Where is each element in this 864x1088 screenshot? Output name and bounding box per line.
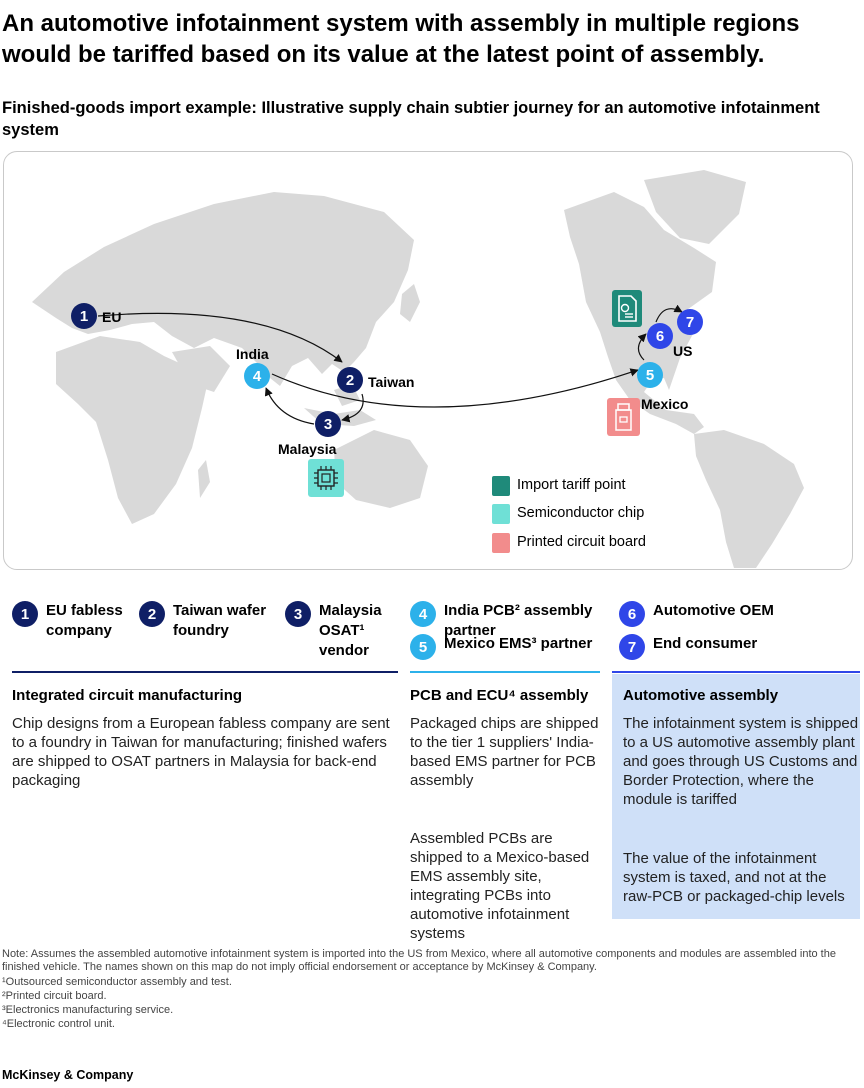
world-map bbox=[4, 152, 852, 569]
node-7-badge: 7 bbox=[677, 309, 703, 335]
footnote-3: ³Electronics manufacturing service. bbox=[2, 1004, 174, 1016]
arrow-india-to-mexico bbox=[272, 370, 638, 407]
actor-6-name: Automotive OEM bbox=[653, 602, 774, 619]
footnote-main: Note: Assumes the assembled automotive infotainment system is imported into the US from Mexico, where all automotive components and modules are assembled into the finished vehicle. The names shown on this map do not imply official endorsement or acceptance by McKinsey & Company. bbox=[2, 948, 836, 973]
stage-1-rule bbox=[12, 671, 398, 673]
actor-2-badge: 2 bbox=[139, 601, 165, 627]
import-tariff-icon bbox=[612, 290, 642, 327]
node-2-badge: 2 bbox=[337, 367, 363, 393]
actor-1-badge: 1 bbox=[12, 601, 38, 627]
node-eu-label: EU bbox=[102, 309, 122, 325]
footnote-4: ⁴Electronic control unit. bbox=[2, 1018, 115, 1030]
stage-2-title: PCB and ECU⁴ assembly bbox=[410, 687, 589, 704]
world-map-panel bbox=[3, 151, 853, 570]
actor-5 bbox=[410, 634, 605, 660]
stage-3-title: Automotive assembly bbox=[623, 687, 779, 704]
legend-printed-circuit-board-icon bbox=[492, 533, 510, 553]
actor-3-name: Malaysia OSAT¹ vendor bbox=[319, 602, 382, 659]
actor-6 bbox=[619, 601, 849, 627]
page-title: An automotive infotainment system with assembly in multiple regions would be tariffed based on its value at the latest point of assembly. bbox=[2, 10, 800, 68]
stage-3-description-2: The value of the infotainment system is taxed, and not at the raw-PCB or packaged-chip levels bbox=[623, 850, 845, 905]
brand-name: McKinsey & Company bbox=[2, 1068, 134, 1082]
legend-semiconductor-chip-label: Semiconductor chip bbox=[517, 505, 645, 521]
node-mexico-label: Mexico bbox=[641, 396, 689, 412]
actor-3-badge: 3 bbox=[285, 601, 311, 627]
south-america-shape bbox=[694, 430, 804, 568]
printed-circuit-board-icon bbox=[607, 398, 640, 436]
actor-3 bbox=[285, 601, 395, 661]
actor-5-name: Mexico EMS³ partner bbox=[444, 635, 593, 652]
stage-2-description-2: Assembled PCBs are shipped to a Mexico-based EMS assembly site, integrating PCBs into automotive infotainment systems bbox=[410, 830, 590, 942]
actor-1-name: EU fabless company bbox=[46, 602, 123, 639]
node-3-badge: 3 bbox=[315, 411, 341, 437]
land-masses bbox=[32, 170, 804, 568]
australia-shape bbox=[334, 430, 428, 508]
node-india-label: India bbox=[236, 346, 269, 362]
semiconductor-chip-icon bbox=[308, 459, 344, 497]
actor-6-badge: 6 bbox=[619, 601, 645, 627]
actor-4-badge: 4 bbox=[410, 601, 436, 627]
japan-shape bbox=[400, 284, 420, 322]
node-4-badge: 4 bbox=[244, 363, 270, 389]
madagascar-shape bbox=[198, 460, 210, 498]
node-5-badge: 5 bbox=[637, 362, 663, 388]
stage-1-description: Chip designs from a European fabless company are sent to a foundry in Taiwan for manufacturing; finished wafers are shipped to OSAT partners in Malaysia for back-end packaging bbox=[12, 715, 390, 789]
actor-5-badge: 5 bbox=[410, 634, 436, 660]
legend-import-tariff-label: Import tariff point bbox=[517, 477, 626, 493]
footnote-1: ¹Outsourced semiconductor assembly and test. bbox=[2, 976, 232, 988]
actor-2-name: Taiwan wafer foundry bbox=[173, 602, 267, 639]
legend-semiconductor-chip-icon bbox=[492, 504, 510, 524]
stage-2-rule bbox=[410, 671, 600, 673]
arrow-malaysia-to-india bbox=[266, 388, 314, 424]
actor-7 bbox=[619, 634, 849, 660]
actor-7-badge: 7 bbox=[619, 634, 645, 660]
actor-4-name: India PCB² assembly partner bbox=[444, 602, 593, 639]
actor-7-name: End consumer bbox=[653, 635, 758, 652]
chart-subtitle: Finished-goods import example: Illustrative supply chain subtier journey for an automotive infotainment system bbox=[2, 99, 820, 139]
stage-3-description: The infotainment system is shipped to a US automotive assembly plant and goes through US Customs and Border Protection, where the module is tariffed bbox=[623, 715, 859, 808]
node-us-label: US bbox=[673, 343, 693, 359]
actor-2 bbox=[139, 601, 274, 641]
stage-2-description: Packaged chips are shipped to the tier 1 suppliers' India-based EMS partner for PCB assembly bbox=[410, 715, 599, 789]
node-6-badge: 6 bbox=[647, 323, 673, 349]
node-malaysia-label: Malaysia bbox=[278, 441, 337, 457]
legend-import-tariff-icon bbox=[492, 476, 510, 496]
actor-1 bbox=[12, 601, 142, 641]
stage-3-rule bbox=[612, 671, 860, 673]
footnote-2: ²Printed circuit board. bbox=[2, 990, 107, 1002]
legend-printed-circuit-board-label: Printed circuit board bbox=[517, 534, 646, 550]
node-taiwan-label: Taiwan bbox=[368, 374, 415, 390]
stage-1-title: Integrated circuit manufacturing bbox=[12, 687, 243, 704]
node-1-badge: 1 bbox=[71, 303, 97, 329]
